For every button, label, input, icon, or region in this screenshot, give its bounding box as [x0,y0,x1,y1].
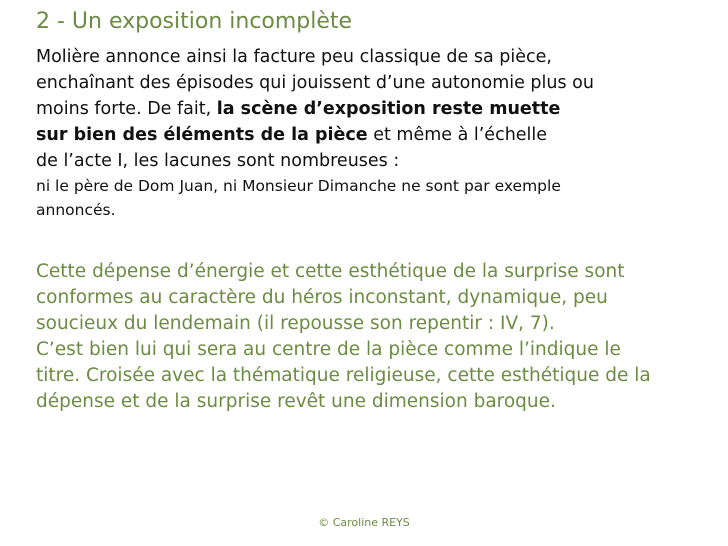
paragraph-line: de l’acte I, les lacunes sont nombreuses : [36,151,400,171]
paragraph-line: Molière annonce ainsi la facture peu classique de sa pièce, [36,47,552,67]
bold-text: la scène d’exposition reste muette [216,99,561,119]
paragraph-line: conformes au caractère du héros inconstant, dynamique, peu [36,287,608,308]
paragraph-line: dépense et de la surprise revêt une dimension baroque. [36,391,556,412]
text-run: et même à l’échelle [367,125,548,145]
paragraph-line: soucieux du lendemain (il repousse son repentir : IV, 7). [36,313,555,334]
text-run: moins forte. De fait, [36,99,217,119]
paragraph-line: titre. Croisée avec la thématique religieuse, cette esthétique de la [36,365,651,386]
bold-text: sur bien des éléments de la pièce [36,125,368,145]
copyright-footer: © Caroline REYS [318,516,410,529]
paragraph-exposition [36,44,726,222]
paragraph-line-small: annoncés. [36,201,116,219]
paragraph-line: Cette dépense d’énergie et cette esthétique de la surprise sont [36,261,625,282]
paragraph-line: enchaînant des épisodes qui jouissent d’une autonomie plus ou [36,73,594,93]
paragraph-baroque [36,259,726,415]
paragraph-line [36,96,726,122]
paragraph-line-small: ni le père de Dom Juan, ni Monsieur Dimanche ne sont par exemple [36,177,561,195]
slide-title: 2 - Un exposition incomplète [36,9,353,34]
paragraph-line [36,122,726,148]
paragraph-line: C’est bien lui qui sera au centre de la pièce comme l’indique le [36,339,621,360]
